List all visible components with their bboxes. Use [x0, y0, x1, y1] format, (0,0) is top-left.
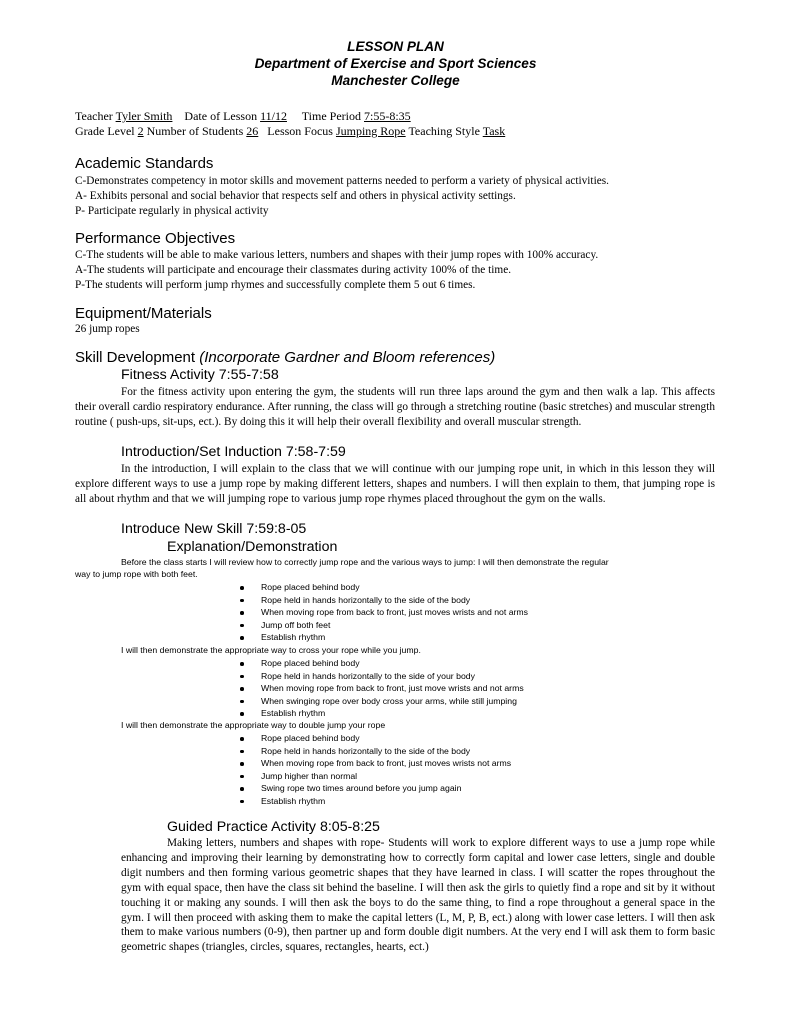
- list-item: [236, 619, 528, 632]
- teacher-value: Tyler Smith: [115, 109, 173, 123]
- bullet-icon: [240, 737, 244, 741]
- time-label: Time Period: [301, 109, 361, 123]
- list-item: [236, 757, 511, 770]
- list-item-text: Establish rhythm: [261, 708, 326, 719]
- list-item: [236, 581, 528, 594]
- bullet-icon: [240, 762, 244, 766]
- date-value: 11/12: [260, 109, 287, 123]
- meta-line-1: [75, 109, 411, 123]
- students-value: 26: [246, 124, 259, 138]
- list-item: [236, 732, 511, 745]
- induction-text: [75, 462, 715, 507]
- bullet-icon: [240, 636, 244, 640]
- fitness-paragraph: For the fitness activity upon entering the gym, the students will run three laps around the gym and then walk a lap. This affects their overall cardio respiratory endurance. After running, the class will go through a stretching routine (basic stretches) and muscular strength routine ( push-ups, sit-ups, ect.). By doing this it will help their overall flexibility and overall muscular strength.: [75, 386, 715, 428]
- equipment-value: 26 jump ropes: [75, 323, 140, 335]
- list-item: [236, 782, 511, 795]
- new-skill-heading: Introduce New Skill 7:59:8-05: [121, 521, 307, 537]
- style-value: Task: [482, 124, 506, 138]
- equipment-heading: Equipment/Materials: [75, 305, 212, 322]
- list-item: [236, 594, 528, 607]
- grade-label: Grade Level: [75, 124, 135, 138]
- fitness-activity-text: [75, 385, 715, 430]
- list-item-text: When moving rope from back to front, just moves wrists not arms: [261, 758, 512, 769]
- objective-line: C-The students will be able to make various letters, numbers and shapes with their jump ropes with 100% accuracy.: [75, 249, 599, 261]
- skill-development-note: (Incorporate Gardner and Bloom references): [199, 349, 496, 366]
- induction-paragraph: In the introduction, I will explain to the class that we will continue with our jumping rope unit, in which in this lesson they will explore different ways to use a jump rope by making different letters, shapes and numbers. I will then explain to them, that jumping rope is all about rhythm and that we will jumping rope to various jump rope rhymes placed throughout the gym on the walls.: [75, 463, 715, 505]
- list-item-text: When swinging rope over body cross your arms, while still jumping: [261, 695, 517, 706]
- list-item-text: Jump off both feet: [261, 619, 331, 630]
- guided-practice-paragraph: Making letters, numbers and shapes with rope- Students will work to explore different ways to use a jump rope while enhancing and improving their learning by demonstrating how to correctly form capital and lower case letters, single and double digit numbers and then forming various geometric shapes that they have learned in class. I will scatter the ropes throughout the gym with equal space, then have the class sit behind the baseline. I will then ask the girls to quietly find a rope and sit by it without touching it or making any sounds. I will then ask the boys to do the same thing, to find a rope throughout a general space in the gym. I will then proceed with asking them to make the capital letters (L, M, P, B, ect.) along with lower case letters. I will then ask them to make various numbers (0-9), then partner up and form double digit numbers. At the very end I will ask them to form basic geometric shapes (triangles, circles, squares, rectangles, hearts, ect.): [121, 837, 715, 954]
- bullet-icon: [240, 750, 244, 754]
- list-item-text: Establish rhythm: [261, 795, 326, 806]
- objective-line: P-The students will perform jump rhymes and successfully complete them 5 out 6 times.: [75, 278, 476, 291]
- list-item: [236, 795, 511, 808]
- objective-line: A-The students will participate and encourage their classmates during activity 100% of the time.: [75, 263, 512, 276]
- list-item-text: When moving rope from back to front, just move wrists and not arms: [261, 683, 524, 694]
- bullet-icon: [240, 787, 244, 791]
- list-item-text: Rope held in hands horizontally to the side of the body: [261, 594, 471, 605]
- list-item: [236, 657, 524, 670]
- performance-objectives-heading: Performance Objectives: [75, 230, 236, 247]
- list-item: [236, 670, 524, 683]
- academic-standards-text: [75, 174, 735, 219]
- list-item: [236, 770, 511, 783]
- academic-standards-heading: Academic Standards: [75, 155, 214, 172]
- style-label: Teaching Style: [408, 124, 480, 138]
- list-item: [236, 695, 524, 708]
- students-label: Number of Students: [146, 124, 244, 138]
- bullet-icon: [240, 700, 244, 704]
- regular-jump-list: [236, 581, 528, 644]
- induction-heading: Introduction/Set Induction 7:58-7:59: [121, 444, 346, 460]
- double-jump-list: [236, 732, 511, 808]
- focus-value: Jumping Rope: [335, 124, 406, 138]
- department-title: Department of Exercise and Sport Sciences: [254, 56, 537, 71]
- bullet-icon: [240, 775, 244, 779]
- document-title: LESSON PLAN: [347, 39, 444, 54]
- list-item: [236, 745, 511, 758]
- list-item-text: Swing rope two times around before you jump again: [261, 783, 462, 794]
- cross-jump-intro: I will then demonstrate the appropriate way to cross your rope while you jump.: [121, 645, 421, 655]
- focus-label: Lesson Focus: [267, 124, 333, 138]
- explanation-heading: Explanation/Demonstration: [167, 539, 338, 555]
- grade-value: 2: [137, 124, 144, 138]
- date-label: Date of Lesson: [184, 109, 258, 123]
- bullet-icon: [240, 586, 244, 590]
- bullet-icon: [240, 662, 244, 666]
- list-item: [236, 606, 528, 619]
- bullet-icon: [240, 599, 244, 603]
- bullet-icon: [240, 611, 244, 615]
- title-block: [0, 38, 791, 89]
- list-item-text: Rope held in hands horizontally to the side of your body: [261, 670, 475, 681]
- new-skill-intro-line-2: way to jump rope with both feet.: [75, 569, 198, 579]
- list-item-text: Rope placed behind body: [261, 733, 360, 743]
- skill-development-title: Skill Development: [75, 349, 196, 366]
- guided-practice-text: [121, 836, 715, 955]
- list-item-text: Jump higher than normal: [261, 770, 358, 781]
- fitness-activity-heading: Fitness Activity 7:55-7:58: [121, 367, 279, 383]
- teacher-label: Teacher: [75, 109, 113, 123]
- bullet-icon: [240, 675, 244, 679]
- college-title: Manchester College: [331, 73, 460, 88]
- list-item-text: Rope placed behind body: [261, 658, 360, 668]
- skill-development-heading: [75, 349, 495, 367]
- equipment-text: [75, 322, 735, 337]
- list-item-text: When moving rope from back to front, just moves wrists and not arms: [261, 607, 529, 618]
- guided-practice-heading: Guided Practice Activity 8:05-8:25: [167, 819, 380, 835]
- standard-line: P- Participate regularly in physical activity: [75, 204, 269, 217]
- list-item: [236, 682, 524, 695]
- list-item-text: Establish rhythm: [261, 632, 326, 643]
- bullet-icon: [240, 800, 244, 804]
- double-jump-intro: I will then demonstrate the appropriate way to double jump your rope: [121, 720, 386, 730]
- list-item: [236, 631, 528, 644]
- standard-line: C-Demonstrates competency in motor skills and movement patterns needed to perform a variety of physical activities.: [75, 175, 609, 187]
- bullet-icon: [240, 687, 244, 691]
- meta-line-2: [75, 124, 505, 138]
- cross-jump-list: [236, 657, 524, 720]
- list-item-text: Rope placed behind body: [261, 582, 360, 592]
- standard-line: A- Exhibits personal and social behavior that respects self and others in physical activity settings.: [75, 189, 516, 202]
- new-skill-intro-line-1: Before the class starts I will review how to correctly jump rope and the various ways to jump: I will then demonstrate the regular: [121, 557, 609, 567]
- list-item-text: Rope held in hands horizontally to the side of the body: [261, 745, 471, 756]
- performance-objectives-text: [75, 248, 735, 293]
- bullet-icon: [240, 712, 244, 716]
- time-value: 7:55-8:35: [364, 109, 411, 123]
- bullet-icon: [240, 624, 244, 628]
